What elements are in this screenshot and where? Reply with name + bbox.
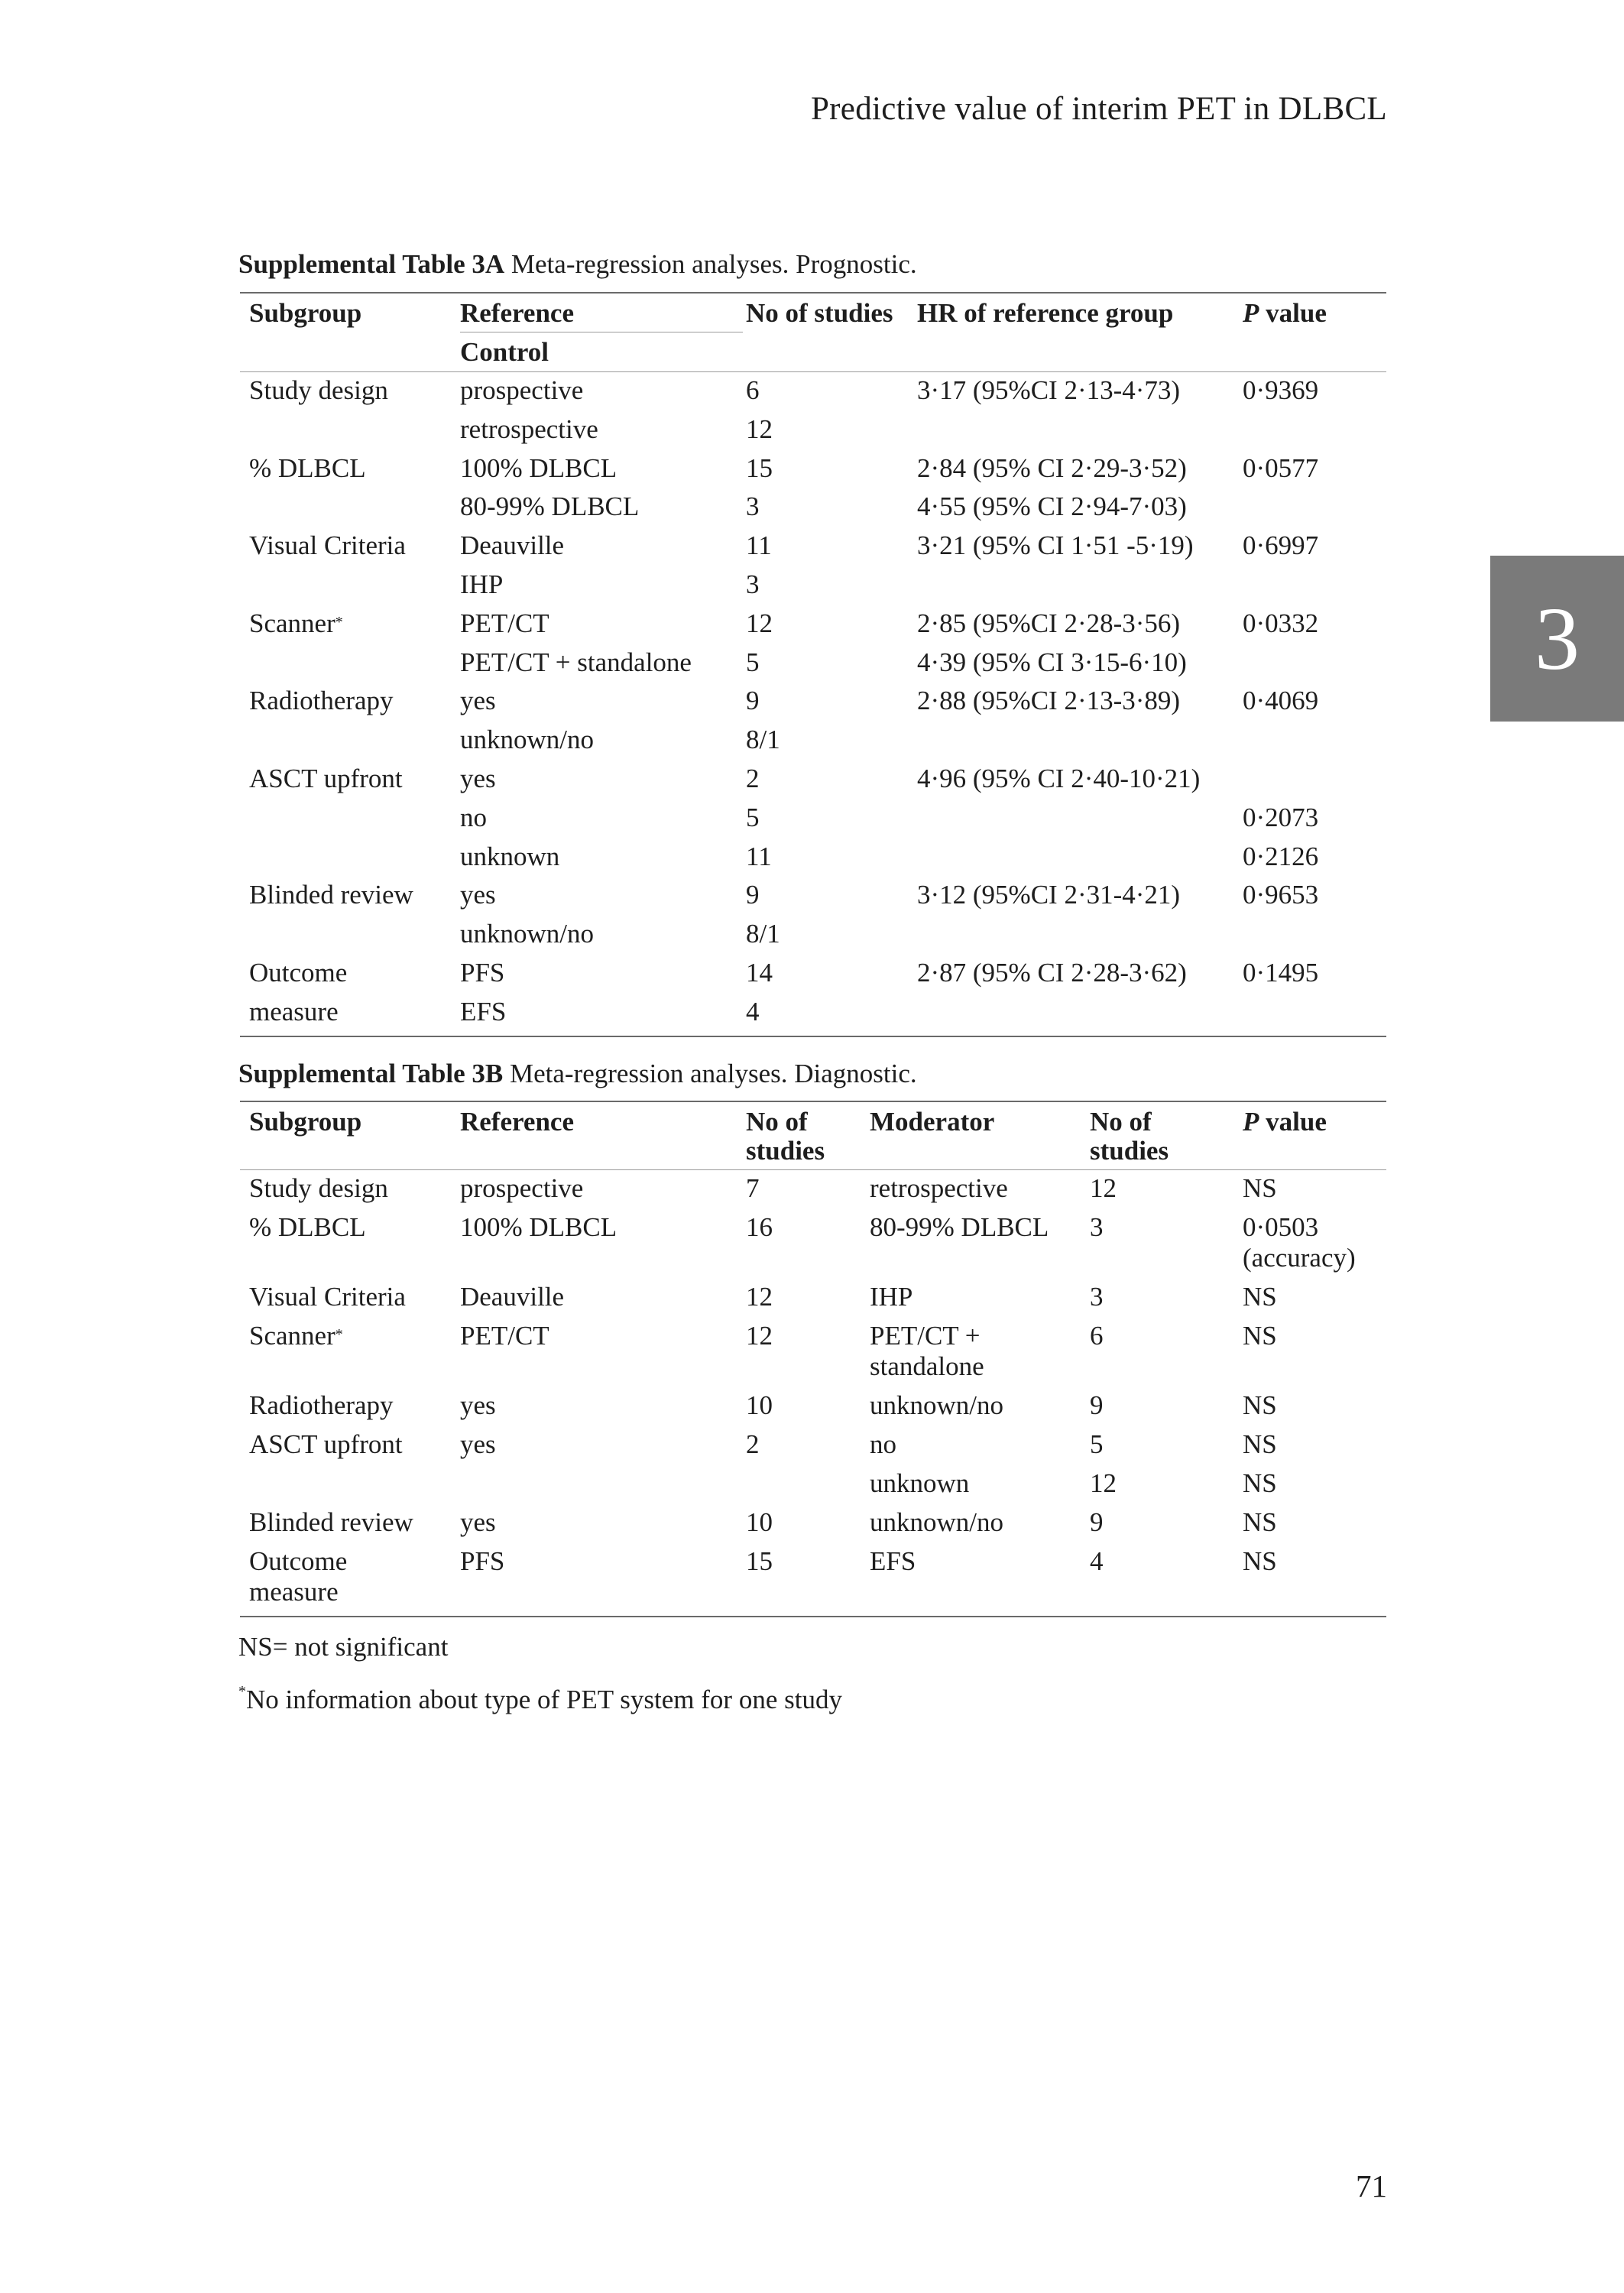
p-value-cell: 0·2073: [1243, 802, 1319, 832]
no-studies-cell: 3: [746, 491, 760, 522]
table-row: [240, 958, 1386, 997]
subgroup-cell: [249, 608, 343, 639]
no-studies-moderator-cell: 12: [1090, 1468, 1117, 1498]
no-studies-cell: 11: [746, 841, 772, 871]
table-row: [240, 1507, 1386, 1546]
table-row: [240, 919, 1386, 958]
subgroup-cell: Study design: [249, 1173, 388, 1203]
hr-cell: 4·96 (95% CI 2·40-10·21): [917, 763, 1201, 793]
p-value-cell: 0·4069: [1243, 686, 1319, 716]
footnote-marker: *: [335, 1326, 343, 1343]
reference-cell: yes: [460, 880, 496, 910]
p-value-cell: 0·9369: [1243, 375, 1319, 405]
subgroup-cell: measure: [249, 996, 339, 1026]
no-studies-cell: 5: [746, 647, 760, 677]
table-3b-header-reference: Reference: [460, 1107, 574, 1137]
table-3b-caption-text: Meta-regression analyses. Diagnostic.: [503, 1059, 917, 1088]
table-3b-header-no-of-2: No of: [1090, 1107, 1152, 1137]
table-row: [240, 880, 1386, 919]
p-value-cell: 0·0503: [1243, 1212, 1319, 1242]
moderator-cell: retrospective: [870, 1173, 1008, 1203]
subgroup-cell: Outcome: [249, 957, 348, 988]
no-studies-cell: 3: [746, 569, 760, 599]
reference-cell: PET/CT + standalone: [460, 647, 692, 677]
hr-cell: 2·84 (95% CI 2·29-3·52): [917, 452, 1187, 483]
subgroup-cell: [249, 1321, 343, 1351]
reference-cell: PFS: [460, 957, 505, 988]
p-value-cell: NS: [1243, 1546, 1277, 1576]
p-value-cell: 0·1495: [1243, 957, 1319, 988]
p-value-cell: NS: [1243, 1321, 1277, 1351]
no-studies-cell: 8/1: [746, 725, 780, 755]
table-3a-header-subgroup: Subgroup: [249, 298, 362, 328]
table-3a-label: Supplemental Table 3A: [238, 249, 505, 279]
no-studies-moderator-cell: 9: [1090, 1507, 1104, 1537]
no-studies-cell: 7: [746, 1173, 760, 1203]
hr-cell: 2·85 (95%CI 2·28-3·56): [917, 608, 1181, 638]
no-studies-moderator-cell: 4: [1090, 1546, 1104, 1576]
hr-cell: 3·12 (95%CI 2·31-4·21): [917, 880, 1181, 910]
table-3b-header-moderator: Moderator: [870, 1107, 995, 1137]
reference-cell: Deauville: [460, 1282, 565, 1312]
table-3a-header-no-studies: No of studies: [746, 298, 893, 328]
table-row: [240, 725, 1386, 764]
no-studies-moderator-cell: 3: [1090, 1282, 1104, 1312]
subgroup-cell: Outcome: [249, 1546, 348, 1576]
subgroup-cell: Radiotherapy: [249, 1390, 394, 1420]
table-row: [240, 764, 1386, 803]
reference-cell: yes: [460, 1507, 496, 1537]
moderator-cell: no: [870, 1429, 896, 1459]
table-row: [240, 1173, 1386, 1212]
table-row: [240, 414, 1386, 453]
table-row: [240, 1429, 1386, 1468]
reference-cell: yes: [460, 1390, 496, 1420]
subgroup-cell: Blinded review: [249, 880, 413, 910]
reference-cell: 80-99% DLBCL: [460, 491, 640, 522]
table-3b-label: Supplemental Table 3B: [238, 1059, 504, 1088]
table-3a-header-hr: HR of reference group: [917, 298, 1174, 328]
no-studies-cell: 16: [746, 1212, 773, 1242]
subgroup-cell: Radiotherapy: [249, 686, 394, 716]
moderator-cell: unknown/no: [870, 1507, 1003, 1537]
footnote-pet-text: No information about type of PET system for one study: [246, 1685, 842, 1714]
no-studies-cell: 14: [746, 957, 773, 988]
hr-cell: 2·88 (95%CI 2·13-3·89): [917, 686, 1181, 716]
table-row: [240, 1212, 1386, 1282]
moderator-cell-line2: standalone: [870, 1351, 984, 1381]
table-3a-caption-text: Meta-regression analyses. Prognostic.: [504, 249, 917, 279]
p-value-cell: 0·0577: [1243, 452, 1319, 483]
reference-cell: unknown/no: [460, 919, 594, 949]
table-row: [240, 1321, 1386, 1390]
reference-cell: Deauville: [460, 530, 565, 561]
table-3b-header-no-of: No of: [746, 1107, 808, 1137]
table-row: [240, 491, 1386, 530]
reference-cell: prospective: [460, 375, 584, 405]
reference-cell: IHP: [460, 569, 504, 599]
reference-cell: EFS: [460, 996, 507, 1026]
p-value-cell: 0·2126: [1243, 841, 1319, 871]
table-3b-header-subgroup: Subgroup: [249, 1107, 362, 1137]
no-studies-cell: 2: [746, 1429, 760, 1459]
reference-cell: PFS: [460, 1546, 505, 1576]
p-value-cell: NS: [1243, 1429, 1277, 1459]
no-studies-cell: 15: [746, 452, 773, 483]
p-value-cell: NS: [1243, 1173, 1277, 1203]
reference-cell: PET/CT: [460, 1321, 549, 1351]
subgroup-cell: ASCT upfront: [249, 763, 403, 793]
no-studies-moderator-cell: 12: [1090, 1173, 1117, 1203]
footnote-star: *: [238, 1683, 246, 1700]
chapter-tab: 3: [1490, 556, 1624, 722]
table-row: [240, 1282, 1386, 1321]
p-value-cell: 0·9653: [1243, 880, 1319, 910]
reference-cell: no: [460, 802, 487, 832]
p-value-cell: NS: [1243, 1282, 1277, 1312]
p-value-cell-line2: (accuracy): [1243, 1243, 1356, 1273]
reference-cell: unknown/no: [460, 725, 594, 755]
subgroup-cell: Visual Criteria: [249, 530, 406, 561]
no-studies-cell: 4: [746, 996, 760, 1026]
hr-cell: 4·55 (95% CI 2·94-7·03): [917, 491, 1187, 522]
no-studies-cell: 9: [746, 686, 760, 716]
table-3b-header-studies: studies: [746, 1136, 825, 1166]
table-3b: [240, 1101, 1386, 1617]
moderator-cell: 80-99% DLBCL: [870, 1212, 1049, 1242]
page-number: 71: [1356, 2168, 1387, 2204]
subgroup-cell: % DLBCL: [249, 452, 366, 483]
no-studies-cell: 12: [746, 414, 773, 444]
table-3b-body: [240, 1170, 1386, 1616]
table-3b-header-studies-2: studies: [1090, 1136, 1169, 1166]
subgroup-cell: % DLBCL: [249, 1212, 366, 1242]
moderator-cell: IHP: [870, 1282, 913, 1312]
subgroup-cell: ASCT upfront: [249, 1429, 403, 1459]
table-3a-header: [240, 294, 1386, 371]
subgroup-cell-line2: measure: [249, 1577, 339, 1607]
reference-cell: yes: [460, 763, 496, 793]
table-row: [240, 453, 1386, 492]
subgroup-cell: Study design: [249, 375, 388, 405]
reference-cell: 100% DLBCL: [460, 452, 618, 483]
running-head: Predictive value of interim PET in DLBCL: [810, 91, 1387, 127]
footnote-marker: *: [335, 613, 343, 631]
moderator-cell: unknown/no: [870, 1390, 1003, 1420]
subgroup-text: Scanner: [249, 1321, 335, 1351]
subgroup-text: Scanner: [249, 608, 335, 638]
table-3b-bottom-rule: [240, 1616, 1386, 1617]
no-studies-moderator-cell: 9: [1090, 1390, 1104, 1420]
table-3a: [240, 292, 1386, 1037]
table-3a-header-p: P value: [1243, 298, 1327, 328]
no-studies-moderator-cell: 5: [1090, 1429, 1104, 1459]
no-studies-cell: 6: [746, 375, 760, 405]
table-3a-body: [240, 372, 1386, 1036]
moderator-cell: unknown: [870, 1468, 970, 1498]
subgroup-cell: Blinded review: [249, 1507, 413, 1537]
reference-cell: unknown: [460, 841, 560, 871]
table-row: [240, 803, 1386, 842]
table-row: [240, 1546, 1386, 1616]
table-row: [240, 375, 1386, 414]
table-row: [240, 569, 1386, 608]
p-value-cell: NS: [1243, 1468, 1277, 1498]
table-row: [240, 1390, 1386, 1429]
table-3b-caption: [238, 1059, 917, 1089]
reference-cell: prospective: [460, 1173, 584, 1203]
table-row: [240, 530, 1386, 569]
footnote-ns: NS= not significant: [238, 1632, 449, 1662]
no-studies-cell: 9: [746, 880, 760, 910]
reference-cell: retrospective: [460, 414, 598, 444]
no-studies-cell: 12: [746, 1321, 773, 1351]
table-3b-header: [240, 1102, 1386, 1169]
reference-cell: yes: [460, 1429, 496, 1459]
p-value-cell: NS: [1243, 1390, 1277, 1420]
hr-cell: 2·87 (95% CI 2·28-3·62): [917, 957, 1187, 988]
no-studies-cell: 12: [746, 1282, 773, 1312]
table-3a-bottom-rule: [240, 1036, 1386, 1037]
moderator-cell: PET/CT +: [870, 1321, 981, 1351]
table-row: [240, 686, 1386, 725]
table-row: [240, 1468, 1386, 1507]
no-studies-cell: 2: [746, 763, 760, 793]
no-studies-cell: 5: [746, 802, 760, 832]
table-3b-header-p: P value: [1243, 1107, 1327, 1137]
table-row: [240, 842, 1386, 881]
no-studies-cell: 10: [746, 1390, 773, 1420]
no-studies-cell: 8/1: [746, 919, 780, 949]
reference-cell: yes: [460, 686, 496, 716]
reference-cell: PET/CT: [460, 608, 549, 638]
hr-cell: 3·21 (95% CI 1·51 -5·19): [917, 530, 1194, 561]
no-studies-cell: 10: [746, 1507, 773, 1537]
no-studies-cell: 15: [746, 1546, 773, 1576]
hr-cell: 3·17 (95%CI 2·13-4·73): [917, 375, 1181, 405]
table-3a-header-control: Control: [460, 337, 549, 367]
moderator-cell: EFS: [870, 1546, 916, 1576]
p-value-cell: 0·6997: [1243, 530, 1319, 561]
table-3a-caption: [238, 249, 917, 280]
table-row: [240, 647, 1386, 686]
no-studies-cell: 12: [746, 608, 773, 638]
table-row: [240, 997, 1386, 1036]
p-value-cell: NS: [1243, 1507, 1277, 1537]
table-row: [240, 608, 1386, 647]
hr-cell: 4·39 (95% CI 3·15-6·10): [917, 647, 1187, 677]
subgroup-cell: Visual Criteria: [249, 1282, 406, 1312]
reference-cell: 100% DLBCL: [460, 1212, 618, 1242]
footnote-pet: [238, 1685, 842, 1715]
p-value-cell: 0·0332: [1243, 608, 1319, 638]
table-3a-header-reference: Reference: [460, 298, 574, 328]
no-studies-cell: 11: [746, 530, 772, 561]
no-studies-moderator-cell: 6: [1090, 1321, 1104, 1351]
no-studies-moderator-cell: 3: [1090, 1212, 1104, 1242]
